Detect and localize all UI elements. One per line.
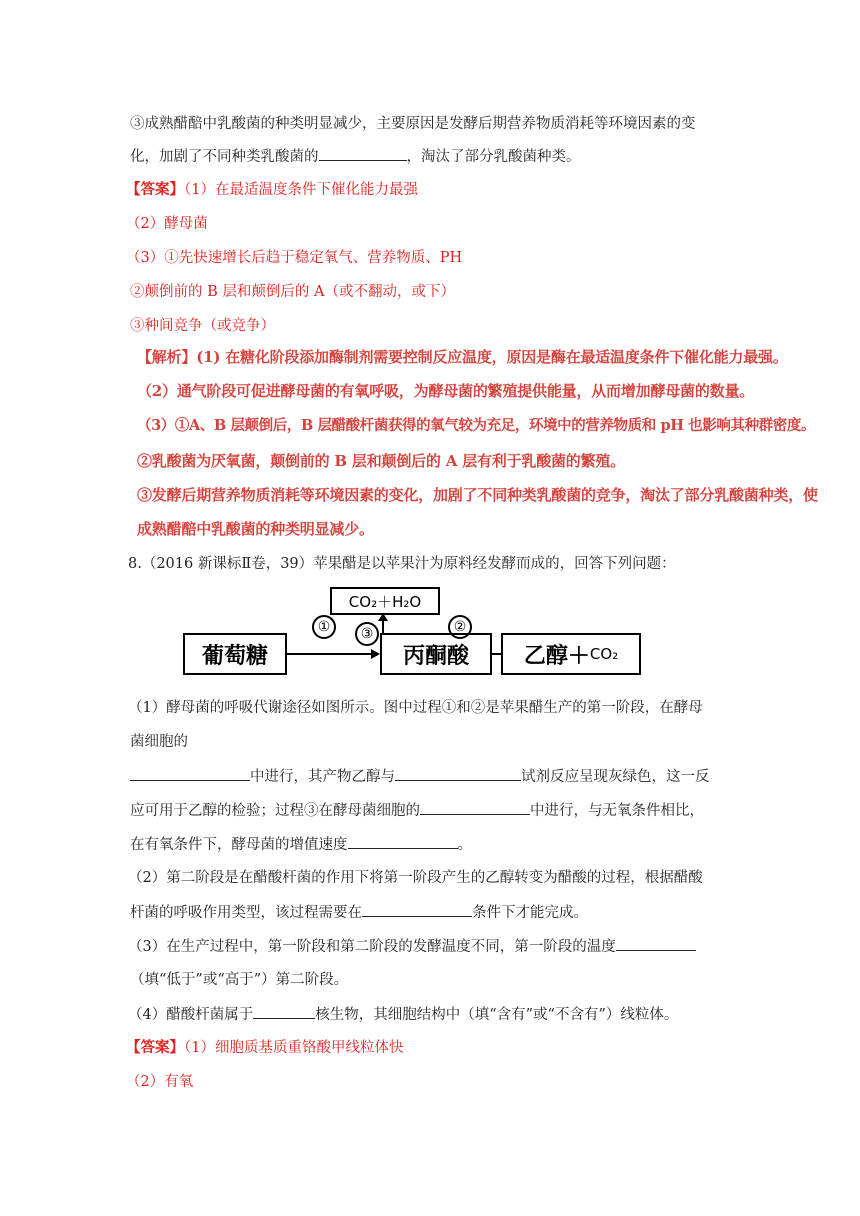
question-text: 化，加剧了不同种类乳酸菌的: [130, 149, 319, 165]
question-text: ，淘汰了部分乳酸菌种类。: [406, 149, 581, 165]
answer-line: [126, 180, 418, 200]
fill-blank[interactable]: [253, 1004, 315, 1019]
question-stem: 8.（2016 新课标Ⅱ卷，39）苹果醋是以苹果汁为原料经发酵而成的，回答下列问题：: [128, 556, 676, 572]
question-line: （1）酵母菌的呼吸代谢途径如图所示。图中过程①和②是苹果醋生产的第一阶段，在酵母: [128, 700, 703, 716]
box-ethanol-co2-text: CO₂: [589, 645, 619, 663]
question-text: （4）醋酸杆菌属于: [128, 1007, 254, 1023]
box-glucose: 葡萄糖: [183, 633, 287, 675]
question-text: 中进行，其产物乙醇与: [250, 769, 395, 785]
fill-blank[interactable]: [420, 800, 530, 815]
box-pyruvate: 丙酮酸: [380, 633, 492, 675]
answer-text: （1）在最适温度条件下催化能力最强: [184, 182, 418, 198]
question-text: 杆菌的呼吸作用类型，该过程需要在: [130, 905, 362, 921]
arrow-3-line: [382, 619, 384, 633]
box-ethanol-text: 乙醇＋: [523, 643, 590, 669]
question-text: 试剂反应呈现灰绿色，这一反: [521, 769, 710, 785]
question-line: [130, 766, 710, 787]
answer-line: [126, 1038, 403, 1058]
fill-blank[interactable]: [616, 936, 696, 951]
arrow-1-head: [371, 649, 380, 659]
question-line: [130, 146, 581, 167]
analysis-line: （2）通气阶段可促进酵母菌的有氧呼吸，为酵母菌的繁殖提供能量，从而增加酵母菌的数量。: [137, 382, 755, 400]
fill-blank[interactable]: [362, 902, 472, 917]
question-text: （3）在生产过程中，第一阶段和第二阶段的发酵温度不同，第一阶段的温度: [128, 939, 616, 955]
fill-blank[interactable]: [130, 766, 250, 781]
question-line: [130, 902, 588, 923]
question-text: 。: [457, 837, 472, 853]
answer-text: （1）细胞质基质重铬酸甲线粒体快: [184, 1040, 404, 1056]
fill-blank[interactable]: [395, 766, 521, 781]
analysis-line: （3）①A、B 层颠倒后，B 层醋酸杆菌获得的氧气较为充足，环境中的营养物质和 pH 也影响其种群密度。: [137, 417, 816, 434]
analysis-line: ③发酵后期营养物质消耗等环境因素的变化，加剧了不同种类乳酸菌的竞争，淘汰了部分乳酸菌种类，使: [137, 486, 818, 504]
question-text: 核生物，其细胞结构中（填“含有”或“不含有”）线粒体。: [315, 1007, 679, 1023]
question-line: （填“低于”或“高于”）第二阶段。: [130, 972, 349, 988]
step-1-marker: ①: [312, 615, 336, 639]
question-text: 中进行，与无氧条件相比，: [530, 803, 704, 819]
respiration-pathway-diagram: [175, 585, 645, 687]
question-line: [130, 800, 704, 821]
question-line: 菌细胞的: [130, 734, 188, 750]
fill-blank[interactable]: [348, 834, 458, 849]
answer-line: （2）有氧: [126, 1074, 194, 1090]
question-text: 在有氧条件下，酵母菌的增值速度: [130, 837, 348, 853]
step-3-marker: ③: [355, 622, 379, 646]
answer-line: ②颠倒前的 B 层和颠倒后的 A（或不翻动，或下）: [130, 284, 455, 300]
analysis-line: 成熟醋醅中乳酸菌的种类明显减少。: [137, 520, 374, 538]
box-ethanol-co2: [501, 633, 641, 675]
question-line: （2）第二阶段是在醋酸杆菌的作用下将第一阶段产生的乙醇转变为醋酸的过程，根据醋酸: [128, 870, 703, 886]
answer-line: （3）①先快速增长后趋于稳定氧气、营养物质、PH: [126, 250, 463, 266]
question-text: 应可用于乙醇的检验；过程③在酵母菌细胞的: [130, 803, 420, 819]
analysis-line: ②乳酸菌为厌氧菌，颠倒前的 B 层和颠倒后的 A 层有利于乳酸菌的繁殖。: [137, 452, 626, 470]
question-text: 条件下才能完成。: [472, 905, 588, 921]
analysis-line: 【解析】(1) 在糖化阶段添加酶制剂需要控制反应温度，原因是酶在最适温度条件下催化能力最强。: [137, 348, 788, 366]
fill-blank[interactable]: [319, 146, 407, 161]
question-line: [128, 1004, 678, 1025]
arrow-1-line: [287, 653, 373, 655]
box-co2-h2o: CO₂＋H₂O: [330, 587, 440, 615]
answer-label: 【答案】: [126, 181, 184, 198]
step-2-marker: ②: [448, 615, 472, 639]
answer-line: ③种间竞争（或竞争）: [130, 318, 275, 334]
arrow-3-head: [378, 613, 388, 621]
question-line: [130, 834, 472, 855]
question-line: ③成熟醋醅中乳酸菌的种类明显减少，主要原因是发酵后期营养物质消耗等环境因素的变: [130, 116, 696, 132]
answer-label: 【答案】: [126, 1039, 184, 1056]
answer-line: （2）酵母菌: [126, 216, 208, 232]
question-line: [128, 936, 696, 957]
